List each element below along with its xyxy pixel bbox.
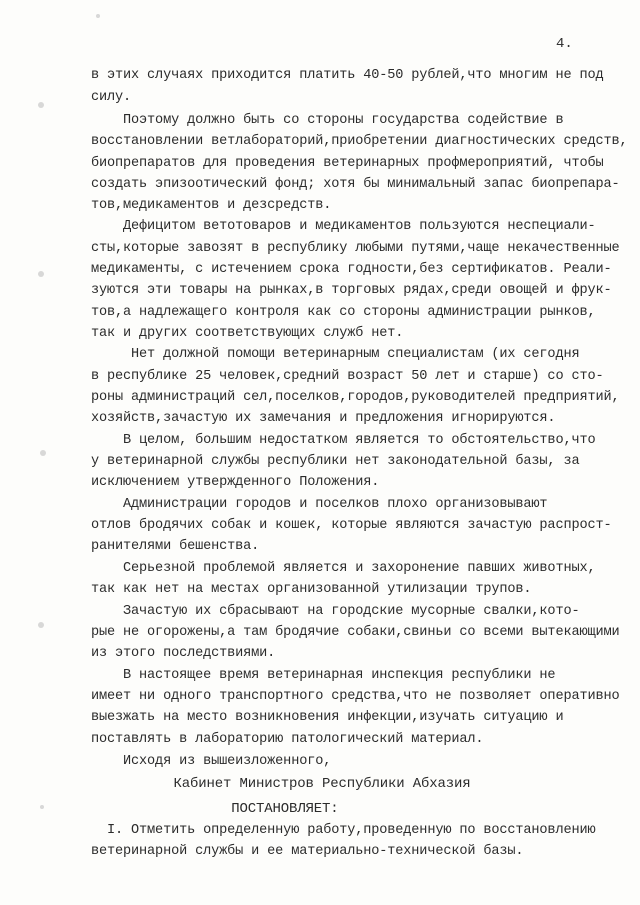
text-line: Поэтому должно быть со стороны государства содействие в [91, 113, 564, 128]
scan-mark [40, 450, 46, 456]
text-line: создать эпизоотический фонд; хотя бы минимальный запас биопрепара- [91, 177, 620, 192]
issuing-body: Кабинет Министров Республики Абхазия [91, 776, 471, 792]
text-line: исключением утвержденного Положения. [91, 475, 380, 490]
text-line: тов,медикаментов и дезсредств. [91, 198, 332, 213]
page-number: 4. [556, 36, 573, 52]
scan-mark [96, 14, 100, 18]
text-line: Исходя из вышеизложенного, [91, 754, 332, 769]
text-line: I. Отметить определенную работу,проведенную по восстановлению [91, 823, 596, 838]
resolution-heading: ПОСТАНОВЛЯЕТ: [91, 801, 339, 817]
text-line: так и других соответствующих служб нет. [91, 326, 404, 341]
scan-mark [38, 622, 44, 628]
text-line: ранителями бешенства. [91, 539, 260, 554]
text-line: Нет должной помощи ветеринарным специалистам (их сегодня [91, 347, 580, 362]
text-line: так как нет на местах организованной утилизации трупов. [91, 582, 532, 597]
text-line: биопрепаратов для проведения ветеринарных профмероприятий, чтобы [91, 156, 604, 171]
text-line: тов,а надлежащего контроля как со стороны администрации рынков, [91, 305, 596, 320]
text-line: В настоящее время ветеринарная инспекция республики не [91, 668, 556, 683]
text-line: поставлять в лабораторию патологический материал. [91, 732, 484, 747]
text-line: в этих случаях приходится платить 40-50 рублей,что многим не под [91, 68, 604, 83]
text-line: роны администраций сел,поселков,городов,руководителей предприятий, [91, 390, 620, 405]
text-line: выезжать на место возникновения инфекции,изучать ситуацию и [91, 710, 564, 725]
text-line: имеет ни одного транспортного средства,что не позволяет оперативно [91, 689, 620, 704]
text-line: Зачастую их сбрасывают на городские мусорные свалки,кото- [91, 604, 580, 619]
text-line: восстановлении ветлабораторий,приобретении диагностических средств, [91, 134, 628, 149]
text-line: ветеринарной службы и ее материально-технической базы. [91, 844, 524, 859]
text-line: у ветеринарной службы республики нет законодательной базы, за [91, 454, 580, 469]
text-line: отлов бродячих собак и кошек, которые являются зачастую распрост- [91, 518, 612, 533]
text-line: в республике 25 человек,средний возраст 50 лет и старше) со сто- [91, 369, 604, 384]
text-line: хозяйств,зачастую их замечания и предложения игнорируются. [91, 411, 556, 426]
text-line: сты,которые завозят в республику любыми путями,чаще некачественные [91, 241, 620, 256]
scan-mark [38, 271, 44, 277]
text-line: силу. [91, 90, 132, 105]
text-line: медикаменты, с истечением срока годности,без сертификатов. Реали- [91, 262, 612, 277]
scan-mark [38, 102, 44, 108]
text-line: рые не огорожены,а там бродячие собаки,свиньи со всеми вытекающими [91, 625, 620, 640]
scan-mark [40, 805, 44, 809]
text-line: из этого последствиями. [91, 646, 276, 661]
text-line: Администрации городов и поселков плохо организовывают [91, 497, 548, 512]
text-line: Серьезной проблемой является и захоронение павших животных, [91, 561, 596, 576]
text-line: зуются эти товары на рынках,в торговых рядах,среди овощей и фрук- [91, 283, 612, 298]
text-line: Дефицитом ветотоваров и медикаментов пользуются неспециали- [91, 219, 596, 234]
text-line: В целом, большим недостатком является то обстоятельство,что [91, 433, 596, 448]
